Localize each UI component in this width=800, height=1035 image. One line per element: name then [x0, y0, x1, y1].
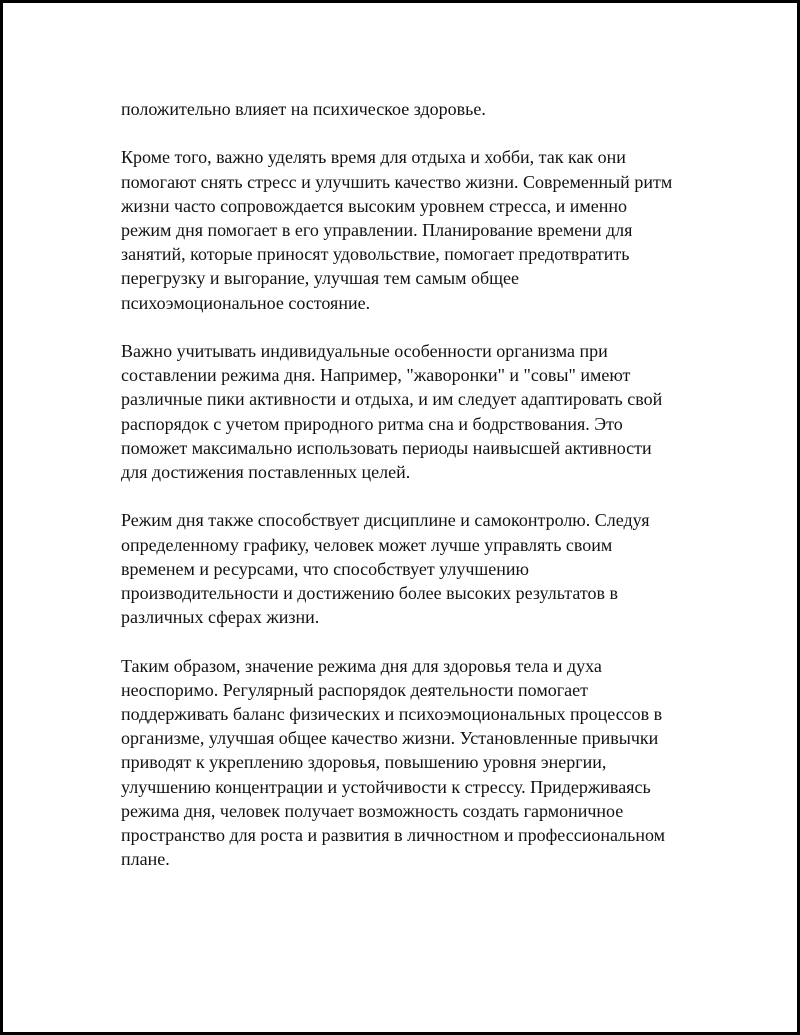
text-line: помогают снять стресс и улучшить качество жизни. Современный ритм: [121, 171, 673, 192]
paragraph-1: [121, 97, 701, 121]
text-line: поддерживать баланс физических и психоэмоциональных процессов в: [121, 704, 663, 725]
text-line: режима дня, человек получает возможность создать гармоничное: [121, 800, 624, 821]
text-line: временем и ресурсами, что способствует улучшению: [121, 558, 529, 579]
text-line: Кроме того, важно уделять время для отдыха и хобби, так как они: [121, 147, 626, 168]
text-line: неоспоримо. Регулярный распорядок деятельности помогает: [121, 679, 588, 700]
text-line: различных сферах жизни.: [121, 607, 320, 628]
text-line: занятий, которые приносят удовольствие, помогает предотвратить: [121, 244, 630, 265]
text-line: улучшению концентрации и устойчивости к стрессу. Придерживаясь: [121, 776, 651, 797]
text-line: Режим дня также способствует дисциплине и самоконтролю. Следуя: [121, 510, 650, 531]
text-line: для достижения поставленных целей.: [121, 462, 411, 483]
text-line: определенному графику, человек может лучше управлять своим: [121, 534, 613, 555]
text-line: жизни часто сопровождается высоким уровнем стресса, и именно: [121, 195, 628, 216]
text-line: составлении режима дня. Например, "жаворонки" и "совы" имеют: [121, 365, 631, 386]
text-line: различные пики активности и отдыха, и им следует адаптировать свой: [121, 389, 663, 410]
document-body: [121, 97, 701, 871]
text-line: психоэмоциональное состояние.: [121, 292, 371, 313]
text-line: положительно влияет на психическое здоровье.: [121, 99, 486, 119]
text-line: плане.: [121, 849, 170, 870]
text-line: Важно учитывать индивидуальные особенности организма при: [121, 341, 608, 361]
paragraph-2: [121, 145, 701, 314]
paragraph-4: [121, 508, 701, 629]
text-line: организме, улучшая общее качество жизни. Установленные привычки: [121, 728, 659, 749]
paragraph-3: [121, 339, 701, 484]
text-line: распорядок с учетом природного ритма сна и бодрствования. Это: [121, 413, 623, 434]
text-line: Таким образом, значение режима дня для здоровья тела и духа: [121, 655, 602, 676]
paragraph-5: [121, 654, 701, 872]
text-line: производительности и достижению более высоких результатов в: [121, 583, 619, 604]
text-line: пространство для роста и развития в личностном и профессиональном: [121, 825, 665, 846]
text-line: перегрузку и выгорание, улучшая тем самым общее: [121, 268, 519, 289]
text-line: режим дня помогает в его управлении. Планирование времени для: [121, 220, 633, 240]
text-line: приводят к укреплению здоровья, повышению уровня энергии,: [121, 752, 607, 773]
text-line: поможет максимально использовать периоды наивысшей активности: [121, 437, 652, 458]
